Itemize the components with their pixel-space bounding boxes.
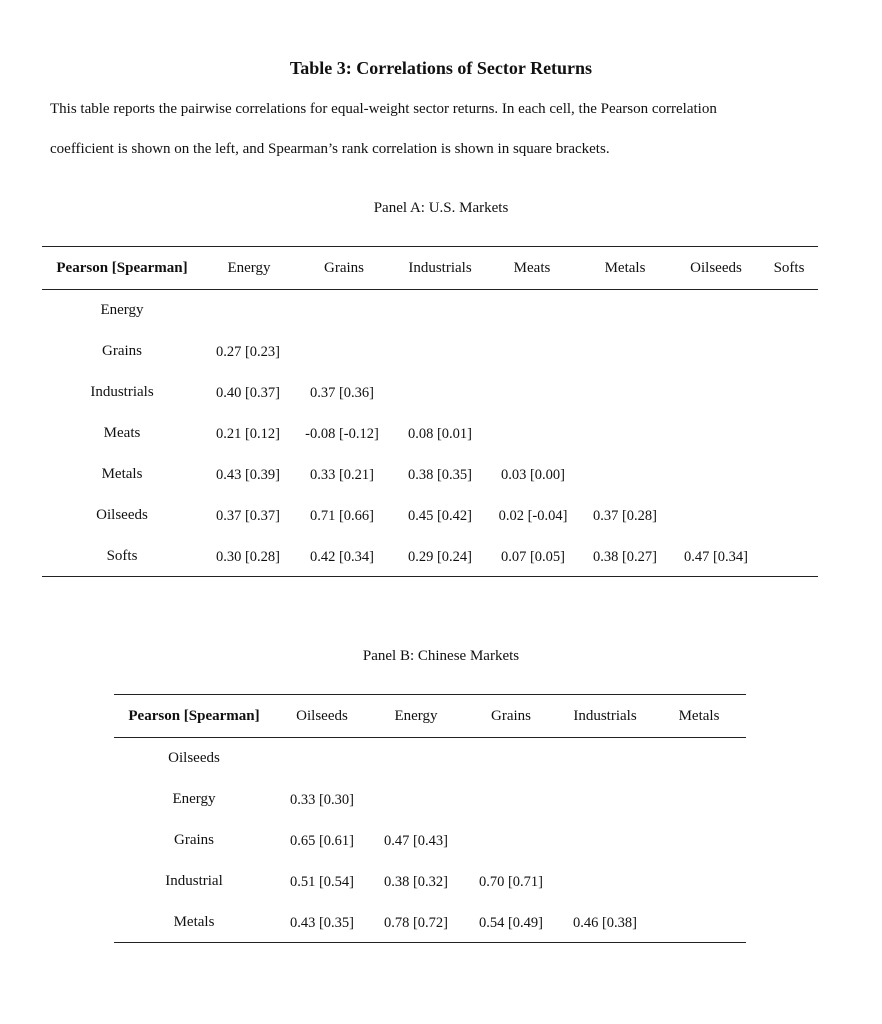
panel_a-column-header: Metals	[604, 260, 646, 276]
panel-b-header-rule	[114, 737, 746, 738]
panel_b-column-header: Oilseeds	[296, 708, 348, 724]
panel_a-cell: 0.38 [0.27]	[592, 549, 658, 565]
panel_a-cell: 0.37 [0.36]	[309, 385, 375, 401]
panel_b-row-label: Industrial	[165, 873, 223, 889]
panel-a-top-rule	[42, 246, 818, 247]
panel_a-cell: 0.71 [0.66]	[309, 508, 375, 524]
panel_a-row-label: Metals	[101, 466, 143, 482]
panel-b-title: Panel B: Chinese Markets	[362, 648, 520, 664]
panel_a-row-label: Oilseeds	[96, 507, 148, 523]
panel_a-row-label: Grains	[102, 343, 142, 359]
panel_b-column-header: Metals	[678, 708, 720, 724]
caption-line-1: This table reports the pairwise correlations for equal-weight sector returns. In each cell, the Pearson correlation	[50, 101, 717, 117]
panel_a-cell: 0.03 [0.00]	[500, 467, 566, 483]
panel_a-row-label: Softs	[106, 548, 138, 564]
panel_a-cell: 0.38 [0.35]	[407, 467, 473, 483]
panel_a-column-header: Industrials	[408, 260, 472, 276]
panel_b-cell: 0.33 [0.30]	[289, 792, 355, 808]
panel-b-bottom-rule	[114, 942, 746, 943]
panel_b-corner-header: Pearson [Spearman]	[128, 708, 260, 724]
panel_b-cell: 0.70 [0.71]	[478, 874, 544, 890]
panel_b-row-label: Energy	[172, 791, 216, 807]
panel_a-cell: 0.33 [0.21]	[309, 467, 375, 483]
panel_b-column-header: Grains	[491, 708, 531, 724]
panel_b-column-header: Energy	[394, 708, 438, 724]
panel-a-title: Panel A: U.S. Markets	[373, 200, 509, 216]
panel_b-cell: 0.46 [0.38]	[572, 915, 638, 931]
panel_b-row-label: Oilseeds	[168, 750, 220, 766]
panel_a-cell: 0.37 [0.37]	[215, 508, 281, 524]
panel_a-row-label: Industrials	[90, 384, 154, 400]
panel_a-corner-header: Pearson [Spearman]	[56, 260, 188, 276]
panel_a-cell: 0.47 [0.34]	[683, 549, 749, 565]
panel_b-cell: 0.47 [0.43]	[383, 833, 449, 849]
panel_b-row-label: Metals	[173, 914, 215, 930]
caption-line-2: coefficient is shown on the left, and Spearman’s rank correlation is shown in square brackets.	[50, 141, 610, 157]
panel_a-cell: 0.30 [0.28]	[215, 549, 281, 565]
panel_a-column-header: Softs	[773, 260, 805, 276]
panel_a-cell: 0.37 [0.28]	[592, 508, 658, 524]
panel_b-column-header: Industrials	[573, 708, 637, 724]
panel_a-row-label: Energy	[100, 302, 144, 318]
panel_a-cell: 0.29 [0.24]	[407, 549, 473, 565]
panel_b-cell: 0.51 [0.54]	[289, 874, 355, 890]
panel_a-column-header: Grains	[324, 260, 364, 276]
panel_a-column-header: Meats	[513, 260, 551, 276]
panel-a-header-rule	[42, 289, 818, 290]
panel_b-cell: 0.65 [0.61]	[289, 833, 355, 849]
panel_a-cell: 0.07 [0.05]	[500, 549, 566, 565]
panel_a-cell: 0.40 [0.37]	[215, 385, 281, 401]
panel_a-column-header: Energy	[227, 260, 271, 276]
panel_b-cell: 0.38 [0.32]	[383, 874, 449, 890]
panel-b-top-rule	[114, 694, 746, 695]
panel_a-cell: 0.21 [0.12]	[215, 426, 281, 442]
panel_a-cell: 0.27 [0.23]	[215, 344, 281, 360]
panel_a-column-header: Oilseeds	[690, 260, 742, 276]
panel_b-cell: 0.43 [0.35]	[289, 915, 355, 931]
panel_b-cell: 0.78 [0.72]	[383, 915, 449, 931]
panel_b-row-label: Grains	[174, 832, 214, 848]
panel-a-bottom-rule	[42, 576, 818, 577]
panel_a-cell: 0.08 [0.01]	[407, 426, 473, 442]
panel_a-row-label: Meats	[103, 425, 141, 441]
panel_a-cell: 0.43 [0.39]	[215, 467, 281, 483]
table-title: Table 3: Correlations of Sector Returns	[289, 58, 593, 78]
panel_b-cell: 0.54 [0.49]	[478, 915, 544, 931]
panel_a-cell: 0.45 [0.42]	[407, 508, 473, 524]
panel_a-cell: -0.08 [-0.12]	[305, 426, 379, 442]
panel_a-cell: 0.42 [0.34]	[309, 549, 375, 565]
panel_a-cell: 0.02 [-0.04]	[498, 508, 568, 524]
